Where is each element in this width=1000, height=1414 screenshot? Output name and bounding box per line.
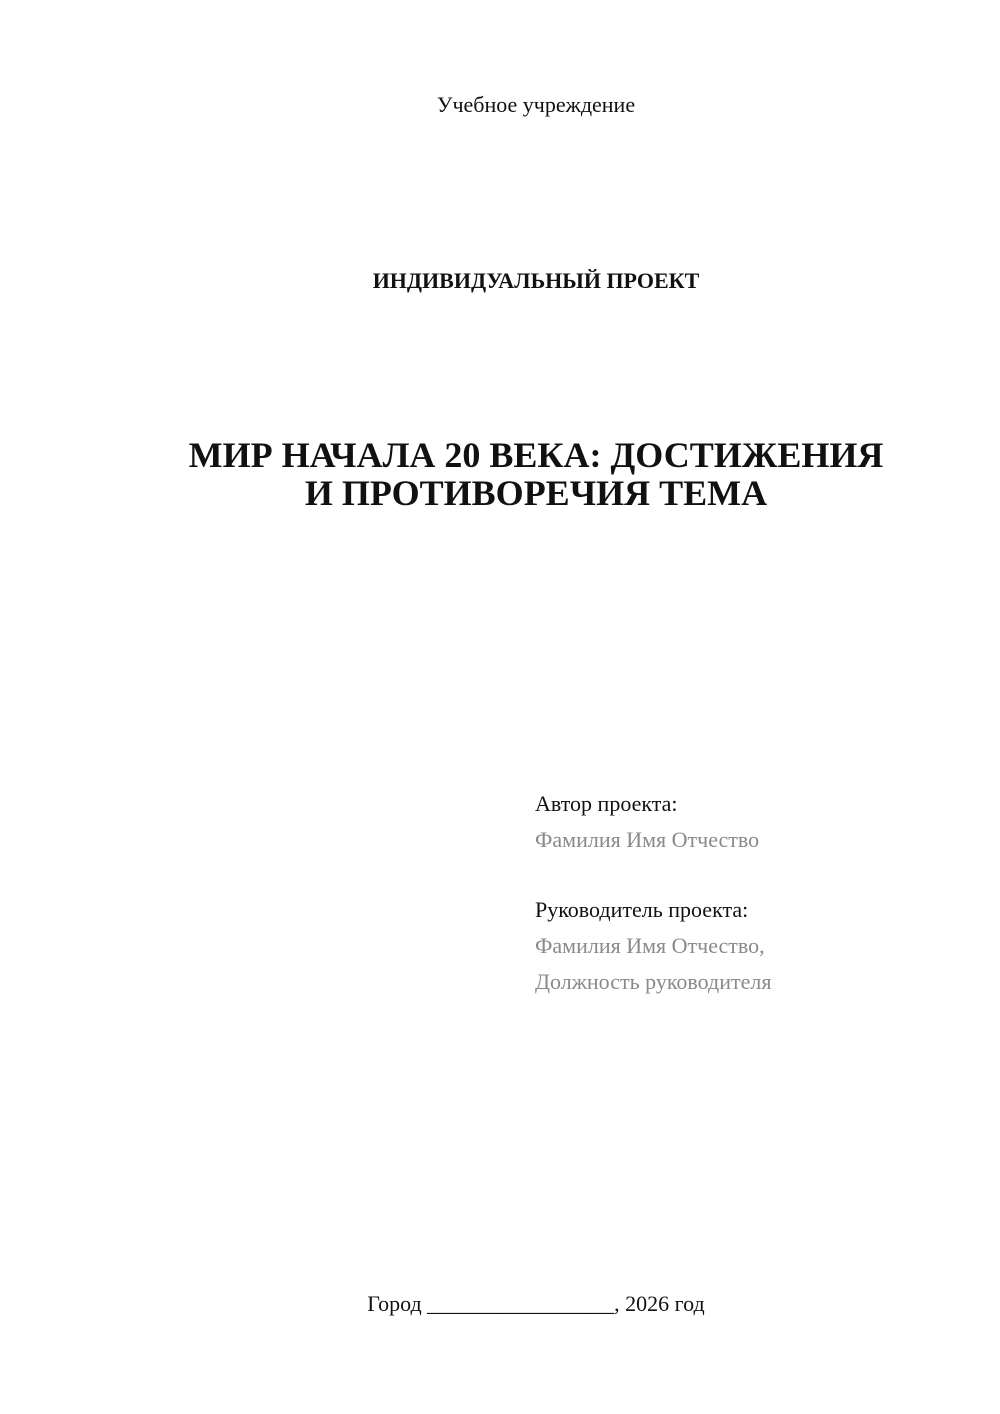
- spacer: [535, 858, 955, 892]
- project-title-line-1: МИР НАЧАЛА 20 ВЕКА: ДОСТИЖЕНИЯ: [188, 435, 884, 475]
- institution-name: Учебное учреждение: [436, 92, 636, 117]
- author-label: Автор проекта:: [535, 791, 678, 816]
- supervisor-name: Фамилия Имя Отчество,: [535, 933, 765, 958]
- supervisor-label: Руководитель проекта:: [535, 897, 749, 922]
- project-people-block: [535, 786, 955, 1000]
- city-year-footer: Город _________________, 2026 год: [367, 1291, 705, 1316]
- project-title-line-2: И ПРОТИВОРЕЧИЯ ТЕМА: [304, 473, 768, 513]
- supervisor-position: Должность руководителя: [535, 969, 772, 994]
- document-type-heading: ИНДИВИДУАЛЬНЫЙ ПРОЕКТ: [372, 268, 700, 293]
- author-name: Фамилия Имя Отчество: [535, 827, 760, 852]
- project-title: [150, 436, 922, 512]
